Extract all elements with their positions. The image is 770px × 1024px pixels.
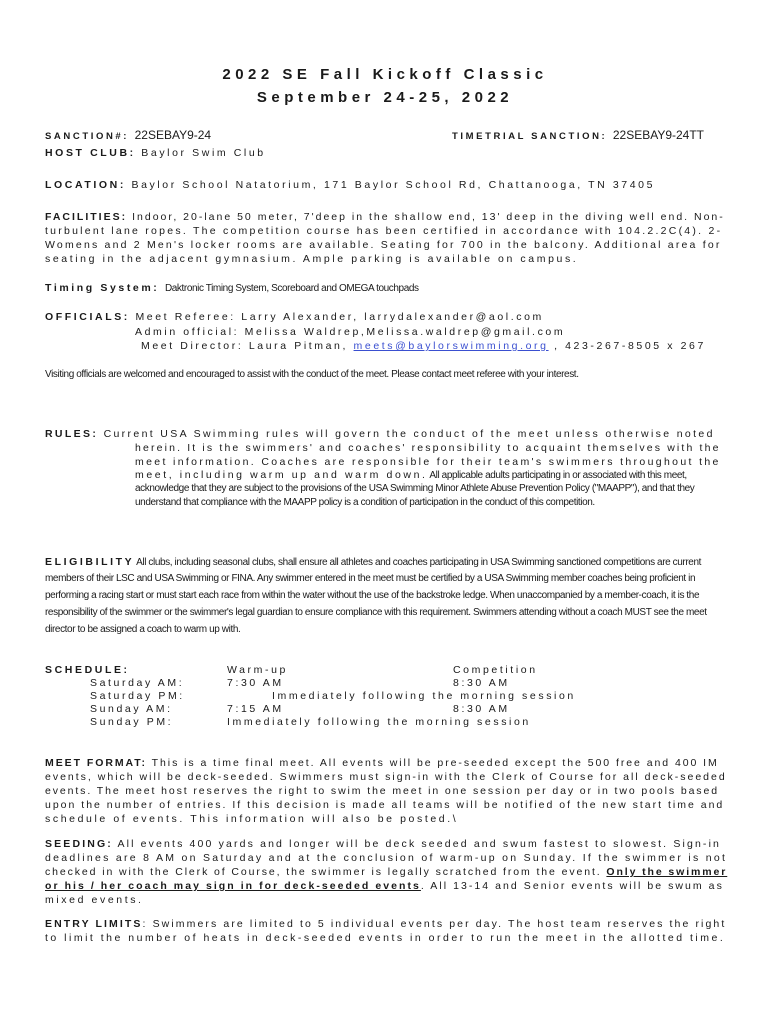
host-line xyxy=(45,147,266,159)
host-value: Baylor Swim Club xyxy=(141,147,266,159)
facilities-label: FACILITIES: xyxy=(45,211,128,223)
rules-text-1: Current USA Swimming rules will govern the conduct of the meet unless otherwise noted xyxy=(103,428,715,440)
seeding-line-3 xyxy=(45,866,727,878)
schedule-warmup: 7:15 AM xyxy=(227,703,284,715)
seeding-line-2: deadlines are 8 AM on Saturday and at the conclusion of warm-up on Sunday. If the swimmer is not xyxy=(45,852,728,864)
meet-title: 2022 SE Fall Kickoff Classic xyxy=(222,66,548,83)
host-label: HOST CLUB: xyxy=(45,147,136,159)
seeding-text-4b: . All 13-14 and Senior events will be swum as xyxy=(420,880,724,892)
meet-format-text-1: This is a time final meet. All events will be pre-seeded except the 500 free and 400 IM xyxy=(146,757,719,769)
eligibility-line-2: members of their LSC and USA Swimming or FINA. Any swimmer entered in the meet must be certified by a USA Swimming member coaches being proficient in xyxy=(45,573,696,584)
location-value: Baylor School Natatorium, 171 Baylor School Rd, Chattanooga, TN 37405 xyxy=(131,179,656,191)
seeding-emphasis-1: Only the swimmer xyxy=(606,866,728,878)
meet-dates: September 24-25, 2022 xyxy=(256,89,514,106)
facilities-line-4: seating in the adjacent gymnasium. Ample parking is available on campus. xyxy=(45,253,579,265)
rules-label: RULES: xyxy=(45,428,99,440)
seeding-text-1: All events 400 yards and longer will be deck seeded and swum fastest to slowest. Sign-in xyxy=(112,838,722,850)
rules-line-5: acknowledge that they are subject to the provisions of the USA Swimming Minor Athlete Abuse Prevention Policy ("MAAPP"), and that they xyxy=(135,483,695,494)
facilities-line-2: turbulent lane ropes. The competition course has been certified in accordance with 104.2.2C(4). 2- xyxy=(45,225,723,237)
sanction-label: SANCTION#: xyxy=(45,131,130,142)
time-trial-line xyxy=(452,128,704,142)
seeding-emphasis-2: or his / her coach may sign in for deck-seeded events xyxy=(45,880,421,892)
schedule-day: Sunday AM: xyxy=(90,703,173,715)
meet-format-line-1 xyxy=(45,757,719,769)
time-trial-value: 22SEBAY9-24TT xyxy=(612,128,704,142)
schedule-label: SCHEDULE: xyxy=(45,664,130,676)
admin-official: Admin official: Melissa Waldrep,Melissa.waldrep@gmail.com xyxy=(135,326,566,338)
entry-limits-line-2: to limit the number of heats in deck-seeded events in order to run the meet in the allotted time. xyxy=(45,932,726,944)
entry-limits-line-1 xyxy=(45,918,726,930)
meet-format-line-3: events. The meet host reserves the right to swim the meet in one session per day or in two pools based xyxy=(45,785,719,797)
schedule-competition-header: Competition xyxy=(453,664,538,676)
director-phone: , 423-267-8505 x 267 xyxy=(548,340,706,352)
eligibility-text-1: All clubs, including seasonal clubs, shall ensure all athletes and coaches participating in USA Swimming sanctioned competitions are current xyxy=(134,557,701,568)
sanction-line xyxy=(45,128,211,142)
sanction-value: 22SEBAY9-24 xyxy=(134,128,212,142)
schedule-warmup: Immediately following the morning session xyxy=(272,690,576,702)
facilities-line-3: Womens and 2 Men's locker rooms are available. Seating for 700 in the balcony. Additional area for xyxy=(45,239,722,251)
meet-director-line xyxy=(141,340,706,352)
location-label: LOCATION: xyxy=(45,179,126,191)
schedule-day: Saturday AM: xyxy=(90,677,185,689)
rules-line-1 xyxy=(45,428,715,440)
meet-format-label: MEET FORMAT: xyxy=(45,757,147,769)
seeding-line-1 xyxy=(45,838,721,850)
seeding-text-3a: checked in with the Clerk of Course, the swimmer is legally scratched from the event. xyxy=(45,866,607,878)
timing-value: Daktronic Timing System, Scoreboard and OMEGA touchpads xyxy=(164,283,419,294)
location-line xyxy=(45,179,655,191)
rules-text-4a: meet, including warm up and warm down. xyxy=(135,469,428,481)
officials-label: OFFICIALS: xyxy=(45,311,130,323)
eligibility-label: ELIGIBILITY xyxy=(45,556,135,568)
schedule-day: Saturday PM: xyxy=(90,690,185,702)
meet-director: Meet Director: Laura Pitman, xyxy=(141,340,354,352)
seeding-label: SEEDING: xyxy=(45,838,113,850)
meet-format-line-2: events, which will be deck-seeded. Swimmers must sign-in with the Clerk of Course for all deck-seeded xyxy=(45,771,727,783)
rules-line-6: understand that compliance with the MAAPP policy is a condition of participation in the conduct of this competition. xyxy=(135,497,595,508)
seeding-line-4 xyxy=(45,880,724,892)
eligibility-line-4: responsibility of the swimmer or the swimmer's legal guardian to ensure compliance with this requirement. Swimmers attending without a coach MUST see the meet xyxy=(45,607,707,618)
schedule-warmup-header: Warm-up xyxy=(227,664,288,676)
schedule-warmup: Immediately following the morning session xyxy=(227,716,531,728)
meet-referee: Meet Referee: Larry Alexander, larrydalexander@aol.com xyxy=(135,311,544,323)
eligibility-line-3: performing a racing start or must start each race from within the water without the use of the backstroke ledge. When unaccompanied by a member-coach, it is the xyxy=(45,590,700,601)
rules-line-2: herein. It is the swimmers' and coaches' responsibility to acquaint themselves with the xyxy=(135,442,721,454)
visiting-officials-note: Visiting officials are welcomed and encouraged to assist with the conduct of the meet. Please contact meet referee with your interest. xyxy=(45,369,579,380)
entry-limits-label: ENTRY LIMITS xyxy=(45,918,143,930)
officials-line-1 xyxy=(45,311,544,323)
eligibility-line-1 xyxy=(45,556,701,568)
schedule-competition: 8:30 AM xyxy=(453,677,510,689)
facilities-line-1 xyxy=(45,211,725,223)
rules-line-3: meet information. Coaches are responsible for their team's swimmers throughout the xyxy=(135,456,721,468)
director-email-link[interactable]: meets@baylorswimming.org xyxy=(353,340,549,352)
meet-format-line-5: schedule of events. This information will also be posted.\ xyxy=(45,813,459,825)
rules-line-4 xyxy=(135,469,687,481)
eligibility-line-5: director to be assigned a coach to warm up with. xyxy=(45,624,241,635)
schedule-competition: 8:30 AM xyxy=(453,703,510,715)
seeding-line-5: mixed events. xyxy=(45,894,144,906)
timing-line xyxy=(45,282,419,294)
schedule-warmup: 7:30 AM xyxy=(227,677,284,689)
rules-text-4b: All applicable adults participating in or associated with this meet, xyxy=(427,470,687,481)
timing-label: Timing System: xyxy=(45,282,160,294)
facilities-text-1: Indoor, 20-lane 50 meter, 7'deep in the shallow end, 13' deep in the diving well end. Non- xyxy=(132,211,725,223)
meet-format-line-4: upon the number of entries. If this decision is made all teams will be notified of the new start time and xyxy=(45,799,725,811)
entry-limits-text-1: : Swimmers are limited to 5 individual events per day. The host team reserves the right xyxy=(142,918,727,930)
time-trial-label: TIMETRIAL SANCTION: xyxy=(452,131,608,142)
schedule-day: Sunday PM: xyxy=(90,716,174,728)
